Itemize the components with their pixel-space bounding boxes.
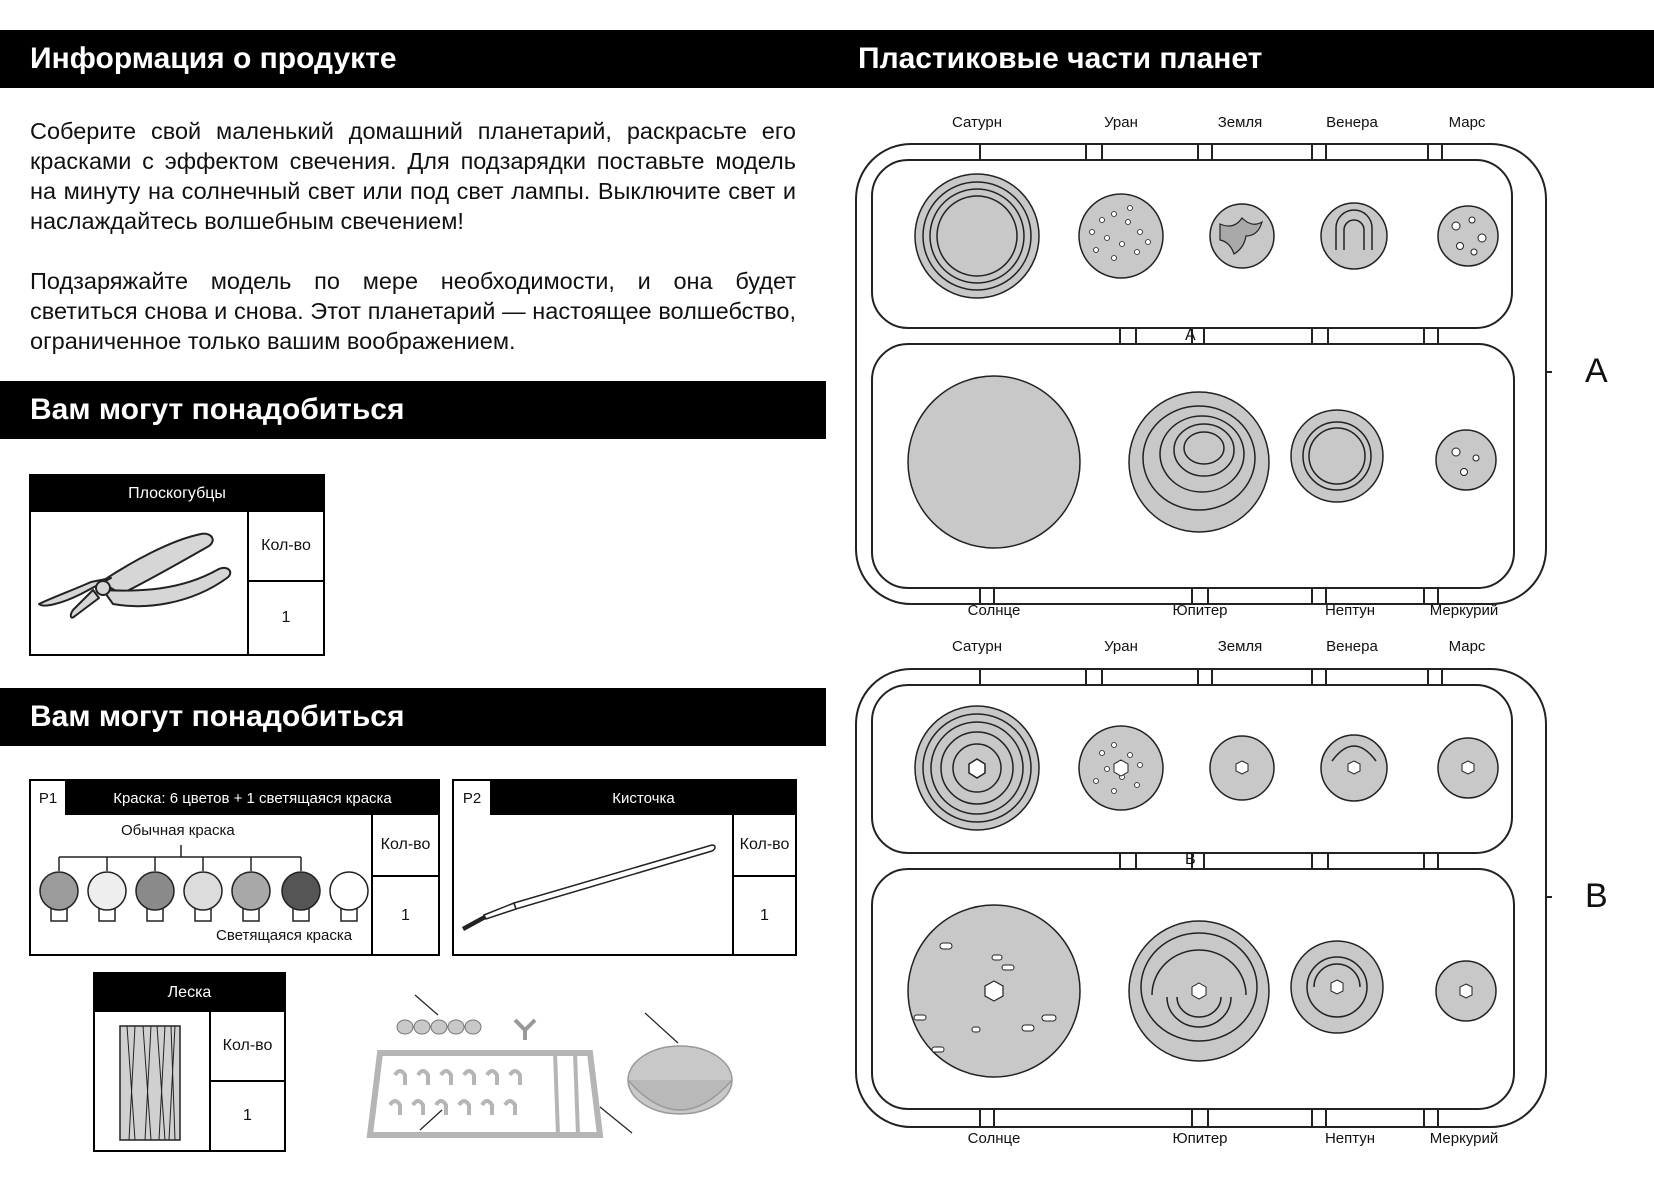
sprue-b-center-mark: B [1185,851,1196,868]
glow-paint-label: Светящаяся краска [216,927,353,944]
sprue-a-label-earth: Земля [1217,114,1263,131]
pliers-illustration [31,512,247,654]
sprue-b-label-saturn: Сатурн [951,638,1002,655]
paint-code: P1 [31,781,67,815]
sprue-b-label-mars: Марс [1448,638,1486,655]
line-qty-label: Кол-во [209,1012,284,1082]
sprue-a-label-mars: Марс [1448,114,1486,131]
sprue-b-label-venus: Венера [1326,638,1378,655]
brush-illustration [454,815,732,954]
brush-box [452,779,797,956]
tools-header-1 [0,381,826,439]
paint-title: Краска: 6 цветов + 1 светящаяся краска [113,789,392,807]
sprue-a-label-sun: Солнце [967,602,1021,619]
intro-paragraph: Соберите свой маленький домашний планетарий, раскрасьте его красками с эффектом свечения. Для подзарядки поставьте модель на минуту на солнечный свет или под свет лампы. Выключите свет и наслаждайтесь волшебным свечением! [30,118,796,234]
paint-box [29,779,440,956]
sprue-a-letter: A [1585,352,1608,390]
sprue-a-label-jupiter: Юпитер [1172,602,1228,619]
pliers-qty-label: Кол-во [247,512,323,582]
pliers-title: Плоскогубцы [31,476,323,512]
brush-qty-label: Кол-во [732,815,795,877]
tools-title-2: Вам могут понадобиться [30,700,405,733]
line-illustration [95,1012,209,1150]
sprue-a-label-venus: Венера [1326,114,1378,131]
stand-parts-illustration [360,985,740,1155]
sprue-b-label-earth: Земля [1217,638,1263,655]
regular-paint-label: Обычная краска [121,822,235,839]
product-info-title: Информация о продукте [30,42,397,75]
brush-qty: 1 [732,877,795,954]
recharge-paragraph: Подзаряжайте модель по мере необходимости, и она будет светиться снова и снова. Этот планетарий — настоящее волшебство, ограниченное только вашим воображением. [30,268,796,354]
product-info-header [0,30,826,88]
sprue-b-label-sun: Солнце [967,1130,1021,1147]
line-qty: 1 [209,1082,284,1150]
brush-title: Кисточка [612,789,675,807]
sprue-b [852,665,1552,1135]
tools-title-1: Вам могут понадобиться [30,393,405,426]
sprue-b-label-uranus: Уран [1104,638,1138,655]
sprue-a [852,140,1552,610]
sprue-a-label-neptune: Нептун [1324,602,1376,619]
sprue-b-label-jupiter: Юпитер [1172,1130,1228,1147]
brush-code: P2 [454,781,492,815]
sprue-b-label-mercury: Меркурий [1429,1130,1499,1147]
plastic-parts-title: Пластиковые части планет [858,42,1263,75]
sprue-a-center-mark: A [1185,327,1196,344]
pliers-box [29,474,325,656]
line-title: Леска [95,974,284,1012]
sprue-a-label-uranus: Уран [1104,114,1138,131]
sprue-a-label-mercury: Меркурий [1429,602,1499,619]
sprue-a-label-saturn: Сатурн [951,114,1002,131]
plastic-parts-header [826,30,1654,88]
tools-header-2 [0,688,826,746]
pliers-qty: 1 [247,582,323,654]
line-box [93,972,286,1152]
sprue-b-label-neptune: Нептун [1324,1130,1376,1147]
sprue-b-letter: B [1585,877,1608,915]
paint-qty-label: Кол-во [371,815,438,877]
paint-qty: 1 [371,877,438,954]
